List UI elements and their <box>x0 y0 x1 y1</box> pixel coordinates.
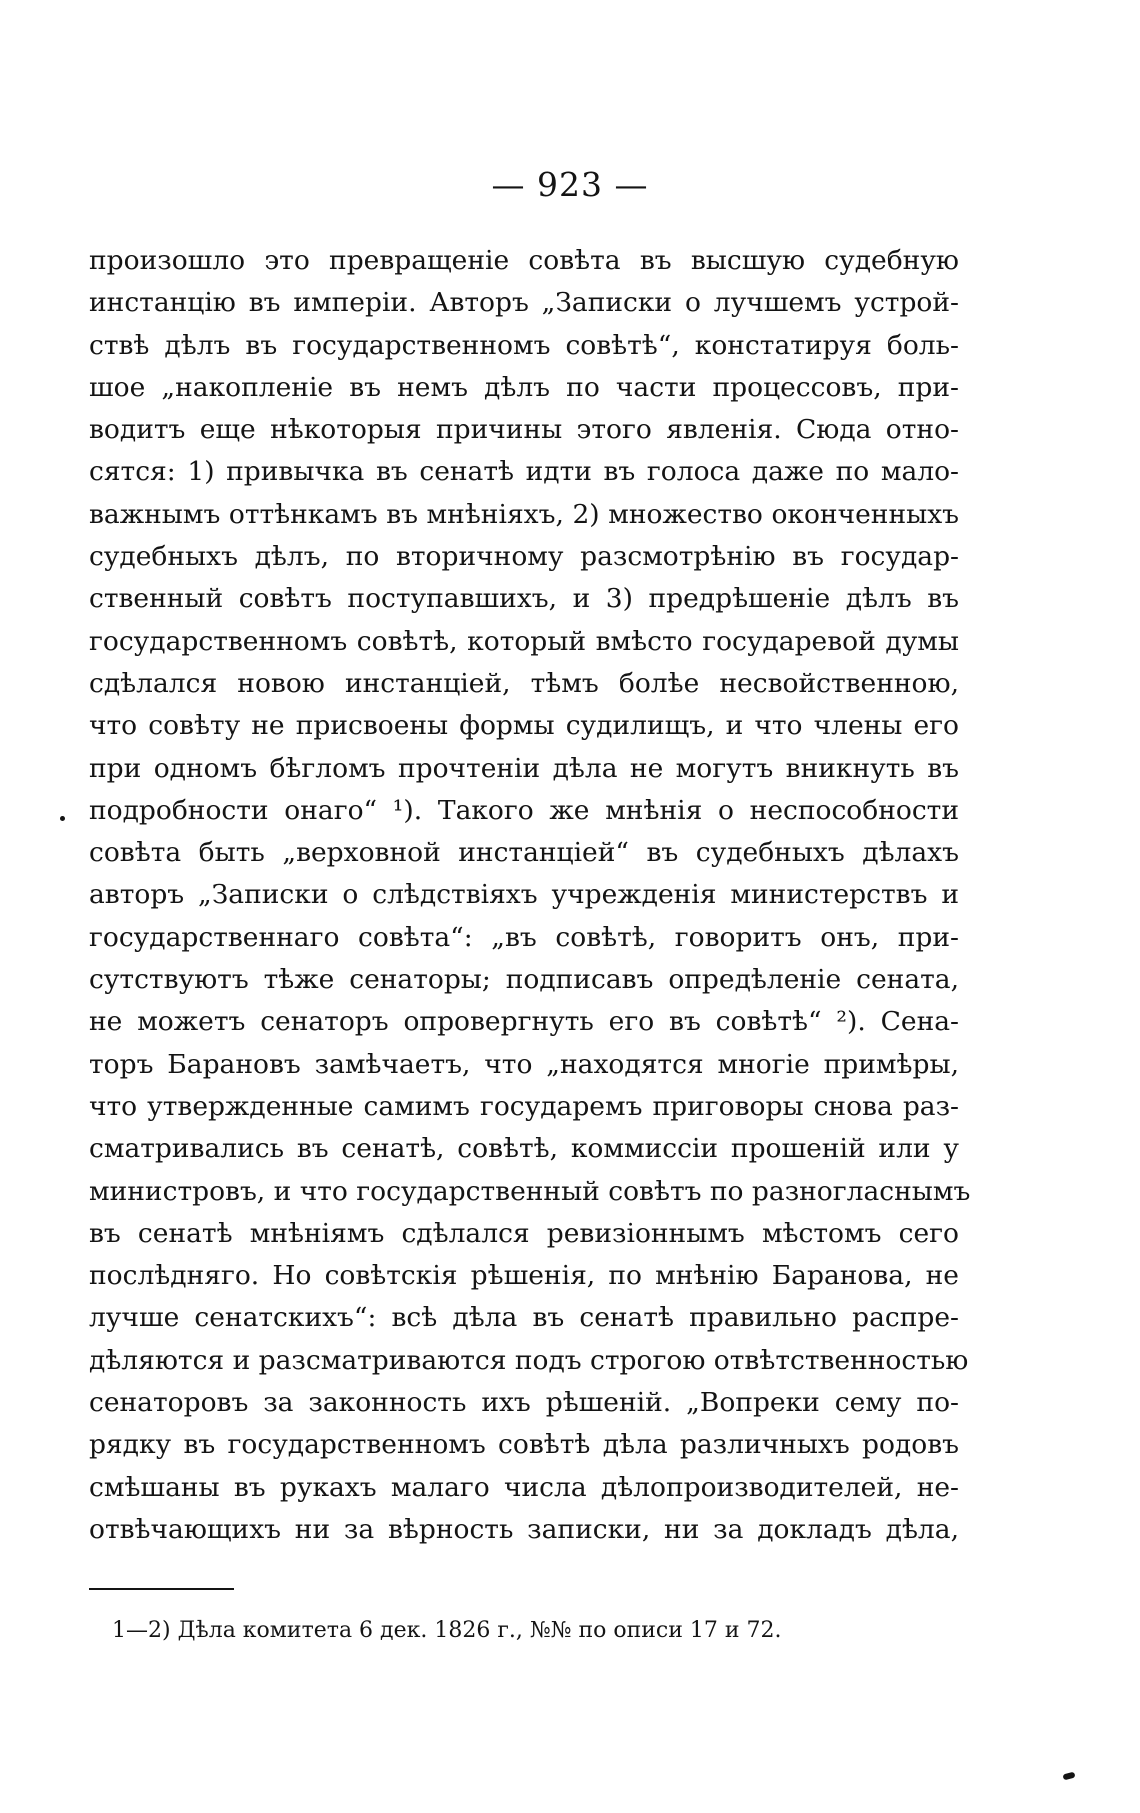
text-line: сутствуютъ тѣже сенаторы; подписавъ опредѣленіе сената, <box>89 964 959 996</box>
text-line: послѣдняго. Но совѣтскія рѣшенія, по мнѣнію Баранова, не <box>89 1260 959 1292</box>
text-line: сматривались въ сенатѣ, совѣтѣ, коммиссіи прошеній или у <box>89 1133 959 1165</box>
text-line: водитъ еще нѣкоторыя причины этого явленія. Сюда отно- <box>89 414 959 446</box>
footnote: 1—2) Дѣла комитета 6 дек. 1826 г., №№ по описи 17 и 72. <box>112 1618 782 1643</box>
text-line: дѣляются и разсматриваются подъ строгою отвѣтственностью <box>89 1344 969 1376</box>
text-line: въ сенатѣ мнѣніямъ сдѣлался ревизіоннымъ мѣстомъ сего <box>89 1217 959 1249</box>
footnote-rule <box>89 1588 234 1590</box>
text-line: произошло это превращеніе совѣта въ высшую судебную <box>89 245 959 276</box>
text-line: государственномъ совѣтѣ, который вмѣсто государевой думы <box>89 625 959 657</box>
text-line: сятся: 1) привычка въ сенатѣ идти въ голоса даже по мало- <box>89 456 959 488</box>
body-text <box>89 240 971 1551</box>
text-line: сенаторовъ за законность ихъ рѣшеній. „Вопреки сему по- <box>89 1387 959 1419</box>
text-line: ствѣ дѣлъ въ государственномъ совѣтѣ“, констатируя боль- <box>89 329 959 361</box>
text-line: судебныхъ дѣлъ, по вторичному разсмотрѣнію въ государ- <box>89 541 959 573</box>
text-line: подробности онаго“ ¹). Такого же мнѣнія о неспособности <box>89 794 959 826</box>
text-line: шое „накопленіе въ немъ дѣлъ по части процессовъ, при- <box>89 371 959 403</box>
text-line: государственнаго совѣта“: „въ совѣтѣ, говоритъ онъ, при- <box>89 921 959 953</box>
text-line: министровъ, и что государственный совѣтъ по разногласнымъ <box>89 1175 971 1207</box>
text-line: торъ Барановъ замѣчаетъ, что „находятся многіе примѣры, <box>89 1048 959 1080</box>
text-line: лучше сенатскихъ“: всѣ дѣла въ сенатѣ правильно распре- <box>89 1302 959 1334</box>
page-number: — 923 — <box>491 165 649 204</box>
corner-speck <box>1062 1772 1075 1781</box>
text-line: инстанцію въ имперіи. Авторъ „Записки о лучшемъ устрой- <box>89 287 959 319</box>
text-line: сдѣлался новою инстанціей, тѣмъ болѣе несвойственною, <box>89 667 959 699</box>
text-line: ственный совѣтъ поступавшихъ, и 3) предрѣшеніе дѣлъ въ <box>89 583 959 615</box>
text-line: авторъ „Записки о слѣдствіяхъ учрежденія министерствъ и <box>89 879 959 911</box>
text-line: отвѣчающихъ ни за вѣрность записки, ни за докладъ дѣла, <box>89 1513 959 1545</box>
text-line: совѣта быть „верховной инстанціей“ въ судебныхъ дѣлахъ <box>89 837 959 869</box>
text-line: что утвержденные самимъ государемъ приговоры снова раз- <box>89 1090 959 1122</box>
text-line: не можетъ сенаторъ опровергнуть его въ совѣтѣ“ ²). Сена- <box>89 1006 959 1038</box>
text-line: при одномъ бѣгломъ прочтеніи дѣла не могутъ вникнуть въ <box>89 752 959 784</box>
text-line: рядку въ государственномъ совѣтѣ дѣла различныхъ родовъ <box>89 1429 959 1461</box>
margin-speck <box>60 816 65 821</box>
text-line: важнымъ оттѣнкамъ въ мнѣніяхъ, 2) множество оконченныхъ <box>89 498 959 530</box>
text-line: смѣшаны въ рукахъ малаго числа дѣлопроизводителей, не- <box>89 1471 959 1503</box>
text-line: что совѣту не присвоены формы судилищъ, и что члены его <box>89 710 959 742</box>
